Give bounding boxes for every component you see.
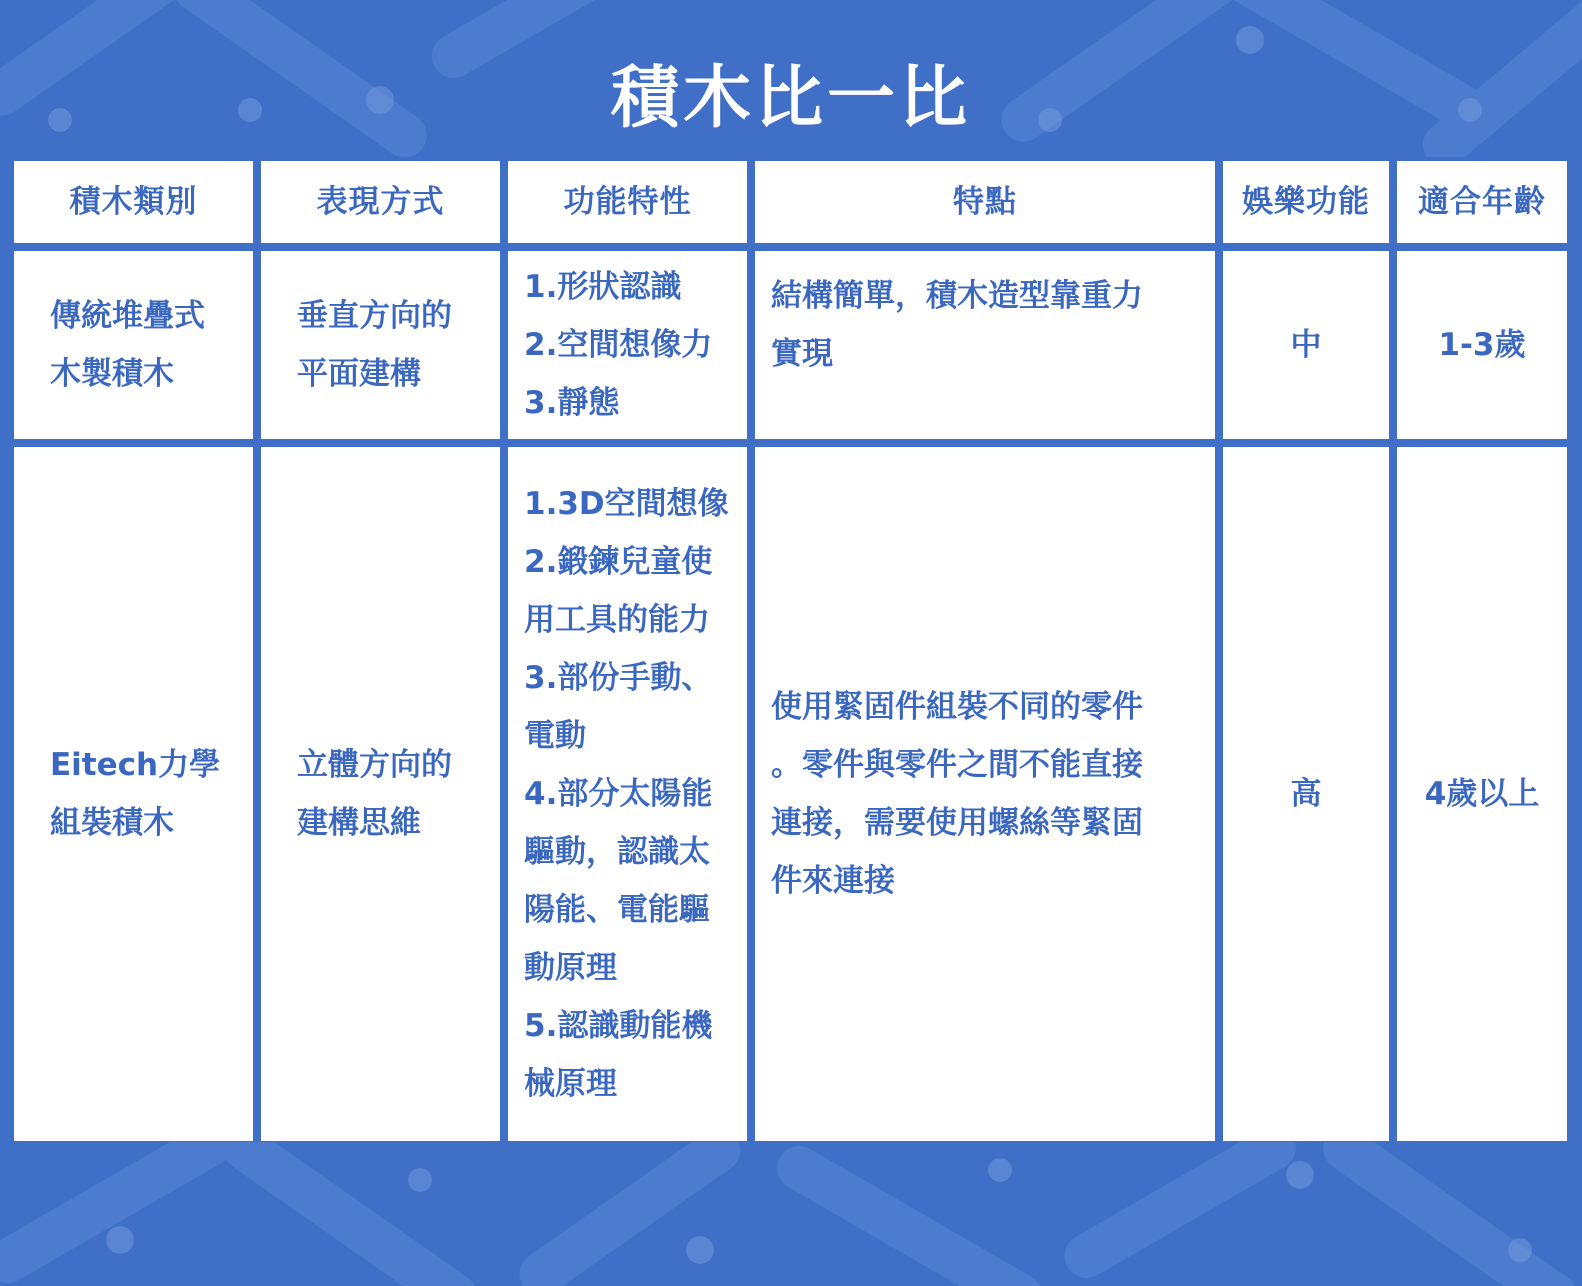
header-expression: 表現方式 [261, 161, 500, 243]
row1-age: 1-3歲 [1397, 251, 1567, 439]
row2-features: 1.3D空間想像 2.鍛鍊兒童使 用工具的能力 3.部份手動、 電動 4.部分太陽能 驅動，認識太 陽能、電能驅 動原理 5.認識動能機 械原理 [508, 447, 747, 1141]
row1-entertainment: 中 [1223, 251, 1389, 439]
comparison-table [9, 157, 1573, 1142]
row1-characteristics: 結構簡單，積木造型靠重力 實現 [755, 251, 1215, 439]
row1-expression: 垂直方向的 平面建構 [261, 251, 500, 439]
row1-features: 1.形狀認識 2.空間想像力 3.靜態 [508, 251, 747, 439]
row2-age: 4歲以上 [1397, 447, 1567, 1141]
page-title: 積木比一比 [610, 59, 971, 138]
row2-expression: 立體方向的 建構思維 [261, 447, 500, 1141]
row2-characteristics: 使用緊固件組裝不同的零件 。零件與零件之間不能直接 連接，需要使用螺絲等緊固 件來連接 [755, 447, 1215, 1141]
row1-category: 傳統堆疊式 木製積木 [14, 251, 253, 439]
header-characteristics: 特點 [755, 161, 1215, 243]
row2-entertainment: 高 [1223, 447, 1389, 1141]
header-entertainment: 娛樂功能 [1223, 161, 1389, 243]
row2-category: Eitech力學 組裝積木 [14, 447, 253, 1141]
header-age: 適合年齡 [1397, 161, 1567, 243]
header-features: 功能特性 [508, 161, 747, 243]
header-category: 積木類別 [14, 161, 253, 243]
